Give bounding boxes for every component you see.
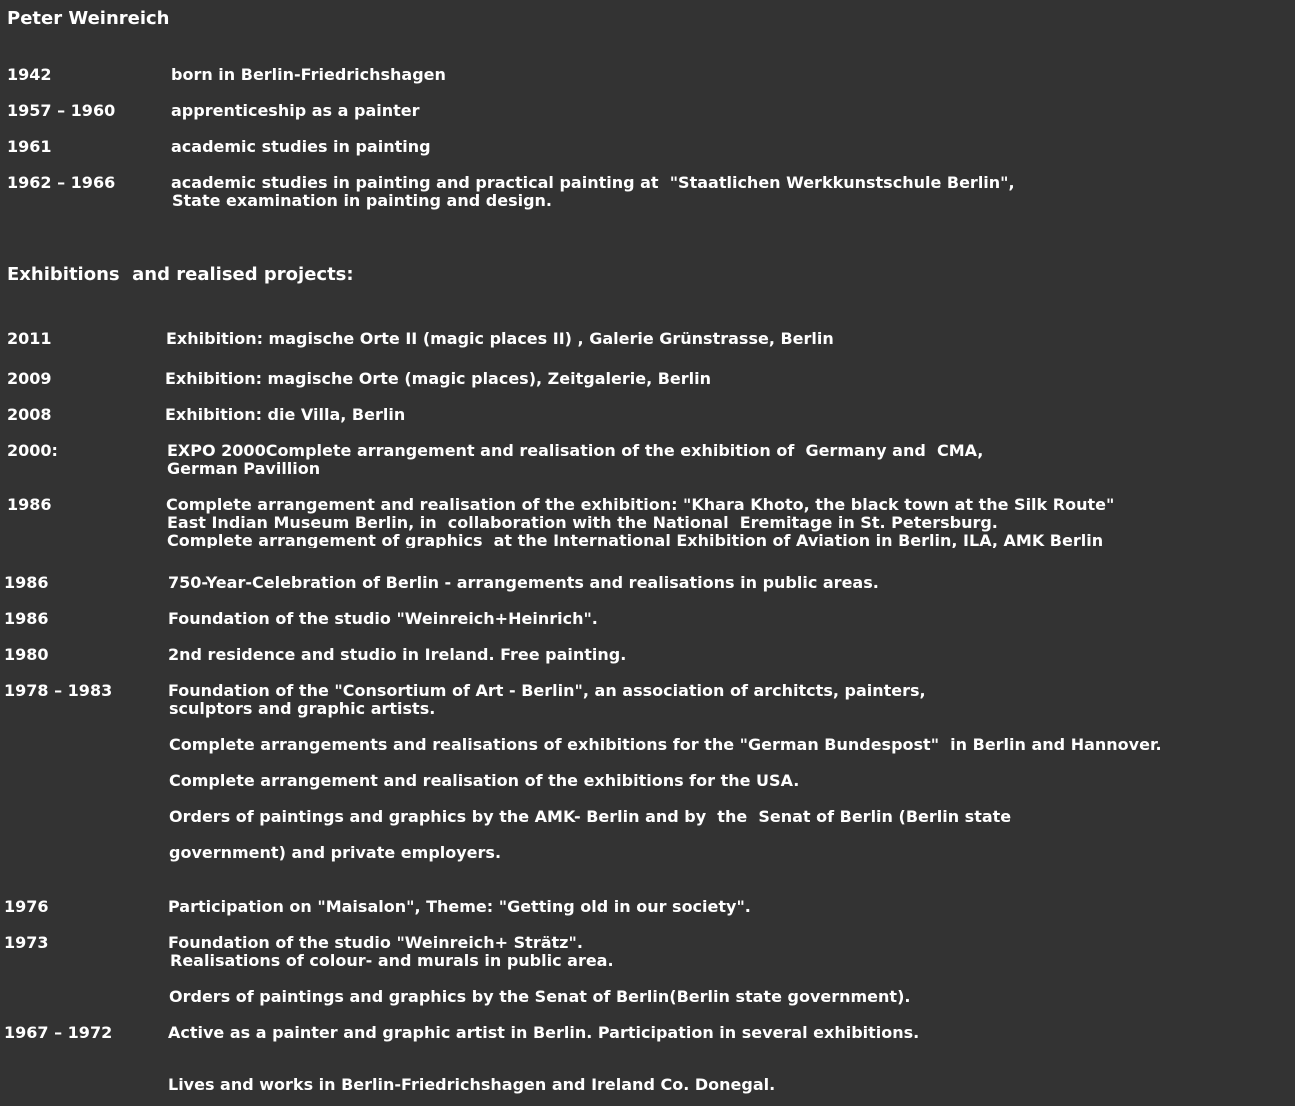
exhibition-text: East Indian Museum Berlin, in collaboration with the National Eremitage in St. Petersburg. <box>167 513 998 532</box>
exhibition-text: Lives and works in Berlin-Friedrichshagen and Ireland Co. Donegal. <box>168 1075 776 1094</box>
exhibition-text: Foundation of the studio "Weinreich+ Strätz". <box>168 933 583 952</box>
exhibition-text: sculptors and graphic artists. <box>169 699 436 718</box>
bio-year: 1961 <box>7 137 52 156</box>
exhibition-year: 1978 – 1983 <box>4 681 113 700</box>
exhibition-text: Exhibition: die Villa, Berlin <box>165 405 406 424</box>
exhibition-year: 1967 – 1972 <box>4 1023 113 1042</box>
bio-year: 1962 – 1966 <box>7 173 116 192</box>
bio-year: 1957 – 1960 <box>7 101 116 120</box>
exhibition-year: 1973 <box>4 933 49 952</box>
bio-text: State examination in painting and design. <box>172 191 552 210</box>
exhibition-year: 1980 <box>4 645 49 664</box>
exhibition-text: Complete arrangements and realisations of exhibitions for the "German Bundespost" in Berlin and Hannover. <box>169 735 1162 754</box>
exhibition-year: 1986 <box>4 609 49 628</box>
exhibition-year: 1986 <box>4 573 49 592</box>
page-title: Peter Weinreich <box>7 8 170 29</box>
exhibition-text: Orders of paintings and graphics by the Senat of Berlin(Berlin state government). <box>169 987 911 1006</box>
exhibition-text: government) and private employers. <box>169 843 502 862</box>
exhibition-text: 2nd residence and studio in Ireland. Free painting. <box>168 645 627 664</box>
bio-text: academic studies in painting <box>171 137 431 156</box>
exhibition-text: Exhibition: magische Orte II (magic places II) , Galerie Grünstrasse, Berlin <box>166 329 834 348</box>
exhibition-year: 1986 <box>7 495 52 514</box>
exhibition-text: Active as a painter and graphic artist in Berlin. Participation in several exhibitions. <box>168 1023 920 1042</box>
exhibition-text: Foundation of the studio "Weinreich+Heinrich". <box>168 609 598 628</box>
bio-text: academic studies in painting and practical painting at "Staatlichen Werkkunstschule Berlin", <box>171 173 1015 192</box>
exhibition-text: German Pavillion <box>167 459 321 478</box>
exhibition-text: Participation on "Maisalon", Theme: "Getting old in our society". <box>168 897 751 916</box>
exhibition-text: Foundation of the "Consortium of Art - Berlin", an association of architcts, painters, <box>168 681 926 700</box>
bio-text: apprenticeship as a painter <box>171 101 420 120</box>
exhibition-text: EXPO 2000Complete arrangement and realisation of the exhibition of Germany and CMA, <box>167 441 984 460</box>
bio-text: born in Berlin-Friedrichshagen <box>171 65 446 84</box>
exhibition-text: Exhibition: magische Orte (magic places), Zeitgalerie, Berlin <box>165 369 712 388</box>
exhibition-text: Complete arrangement and realisation of the exhibition: "Khara Khoto, the black town at the Silk Route" <box>166 495 1115 514</box>
exhibition-text: Orders of paintings and graphics by the AMK- Berlin and by the Senat of Berlin (Berlin state <box>169 807 1012 826</box>
exhibition-text: Realisations of colour- and murals in public area. <box>170 951 614 970</box>
exhibition-year: 2000: <box>7 441 58 460</box>
bio-year: 1942 <box>7 65 52 84</box>
exhibition-year: 2011 <box>7 329 52 348</box>
section-heading: Exhibitions and realised projects: <box>7 264 354 285</box>
exhibition-text: Complete arrangement of graphics at the International Exhibition of Aviation in Berlin, ILA, AMK Berlin <box>167 532 1104 548</box>
exhibition-text: Complete arrangement and realisation of the exhibitions for the USA. <box>169 771 800 790</box>
exhibition-text: 750-Year-Celebration of Berlin - arrangements and realisations in public areas. <box>168 573 879 592</box>
exhibition-year: 2008 <box>7 405 52 424</box>
exhibition-year: 2009 <box>7 369 52 388</box>
exhibition-year: 1976 <box>4 897 49 916</box>
